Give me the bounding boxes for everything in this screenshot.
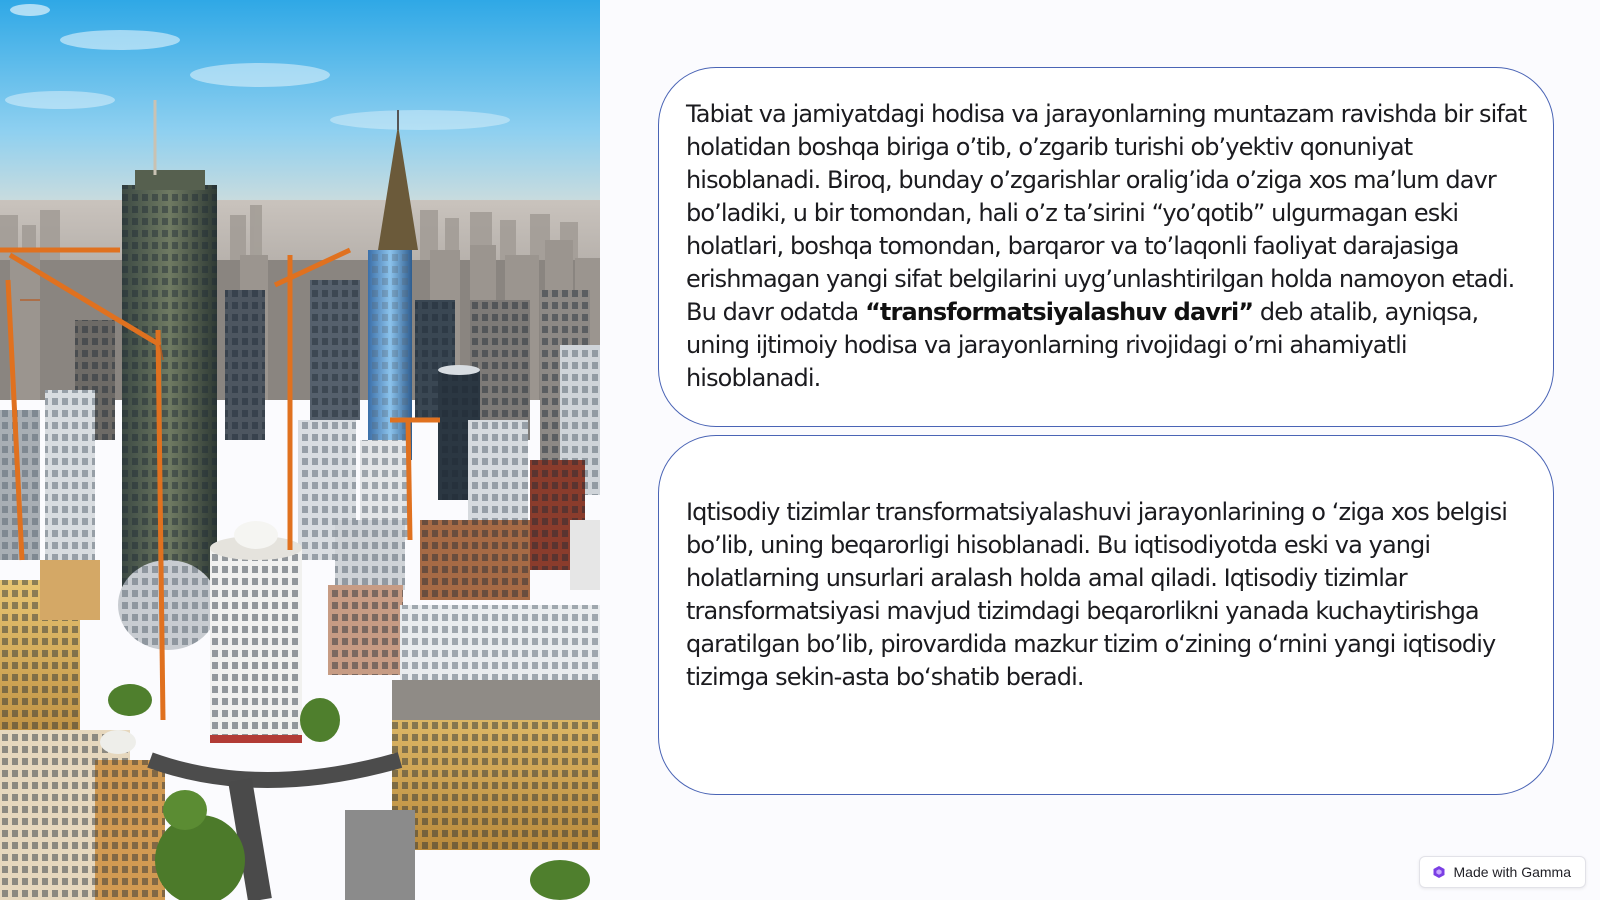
badge-label: Made with Gamma bbox=[1453, 864, 1571, 880]
paragraph-1 bbox=[686, 98, 1533, 395]
paragraph-1-text-end: deb atalib, ayniqsa, uning ijtimoiy hodisa va jarayonlarning rivojidagi o’rni ahamiyatli hisoblanadi. bbox=[686, 298, 1479, 392]
content-card-1 bbox=[658, 67, 1554, 427]
city-skyline-image bbox=[0, 0, 600, 900]
paragraph-1-text-start: Tabiat va jamiyatdagi hodisa va jarayonlarning muntazam ravishda bir sifat holatidan boshqa biriga o’tib, o’zgarib turishi ob’yektiv qonuniyat hisoblanadi. Biroq, bunday o’zgarishlar oralig’ida o’ziga xos ma’lum davr bo’ladiki, u bir tomondan, hali o’z ta’sirini “yo’qotib” ulgurmagan eski holatlari, boshqa tomondan, barqaror va to’laqonli faoliyat darajasiga erishmagan yangi sifat belgilarini uyg’unlashtirilgan holda namoyon etadi. Bu davr odatda bbox=[686, 100, 1527, 326]
gamma-logo-icon bbox=[1432, 865, 1446, 879]
content-card-2 bbox=[658, 435, 1554, 795]
paragraph-1-bold-term: “transformatsiyalashuv davri” bbox=[865, 298, 1254, 326]
paragraph-2: Iqtisodiy tizimlar transformatsiyalashuvi jarayonlarining o ‘ziga xos belgisi bo’lib, uning beqarorligi hisoblanadi. Bu iqtisodiyotda eski va yangi holatlarning unsurlari aralash holda amal qiladi. Iqtisodiy tizimlar transformatsiyasi mavjud tizimdagi beqarorlikni yanada kuchaytirishga qaratilgan bo’lib, pirovardida mazkur tizim o‘zining o‘rnini yangi iqtisodiy tizimga sekin-asta bo‘shatib beradi. bbox=[686, 498, 1507, 691]
made-with-gamma-badge[interactable] bbox=[1419, 856, 1586, 888]
